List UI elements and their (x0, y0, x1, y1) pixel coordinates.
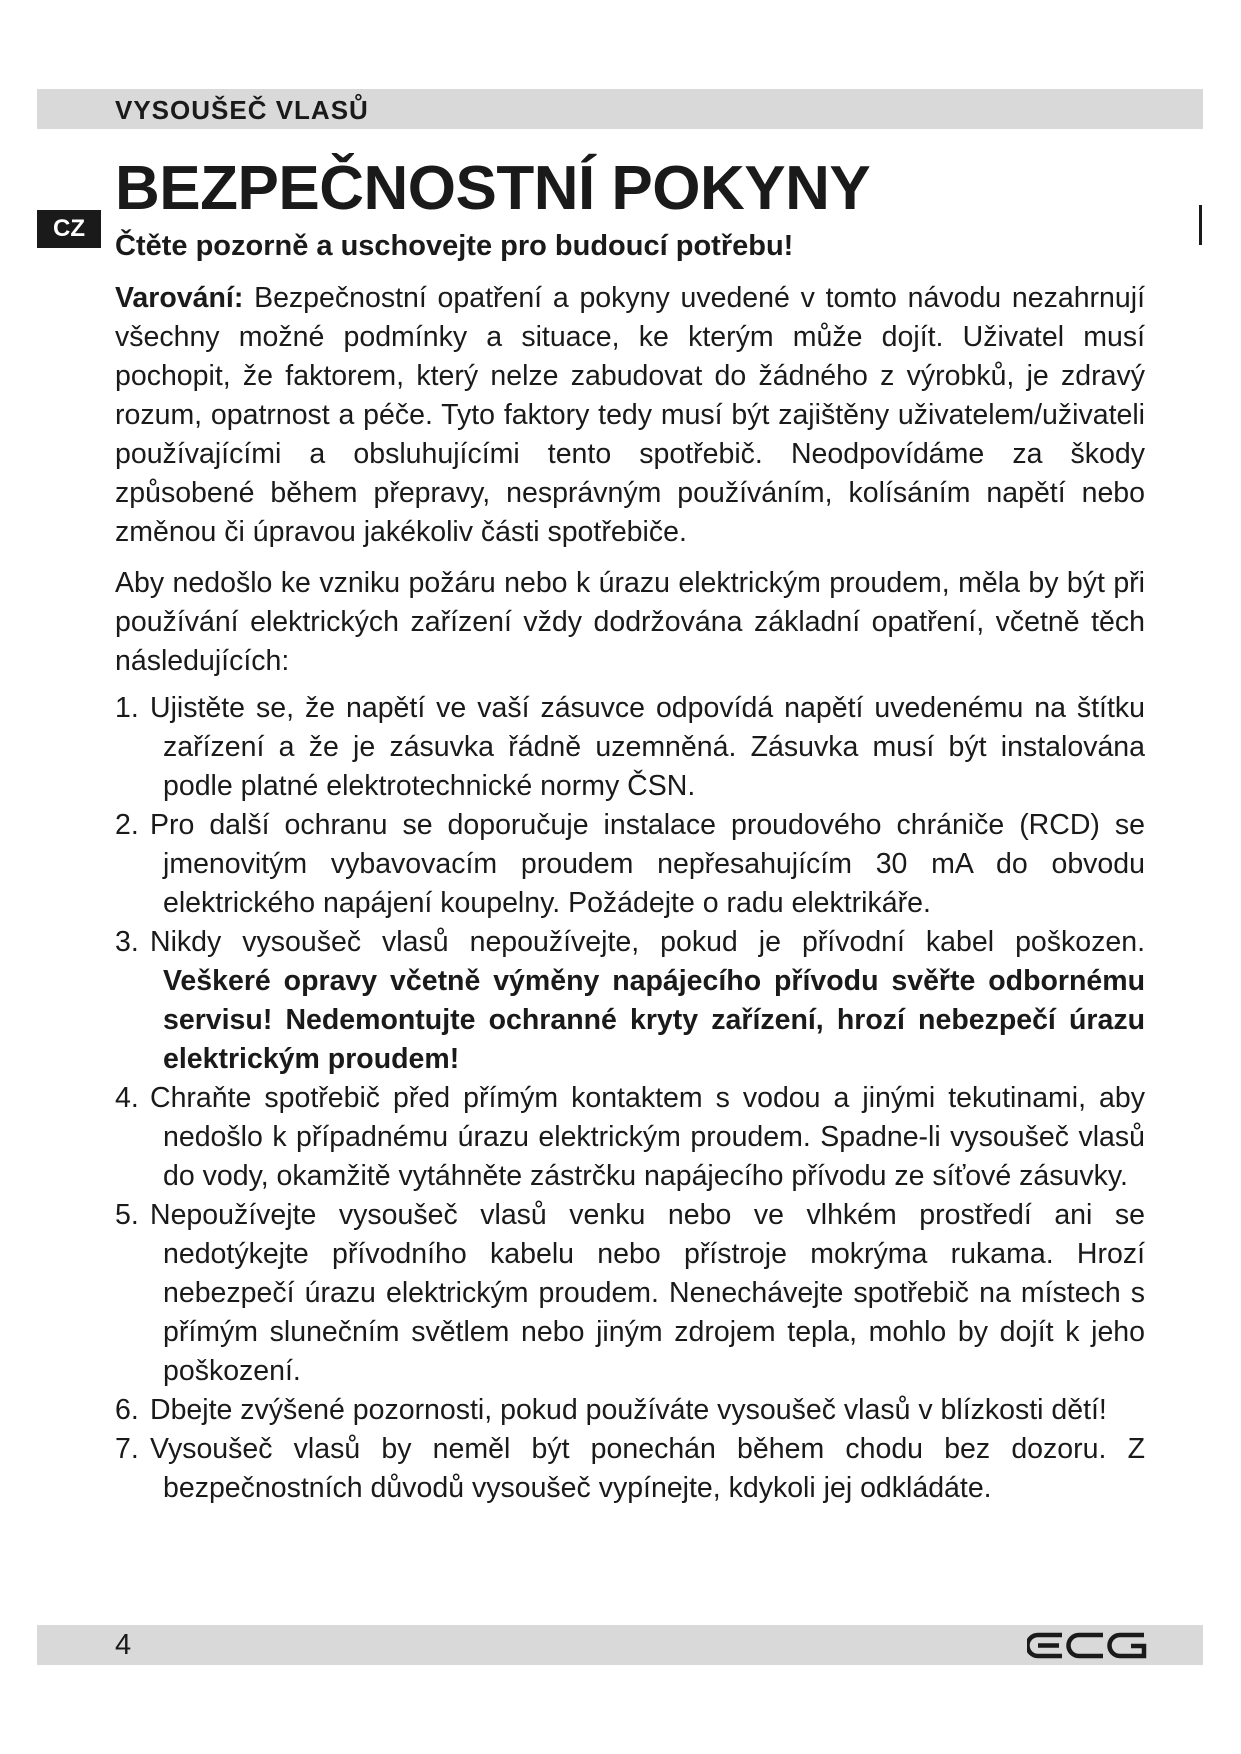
list-item (115, 923, 1145, 1079)
item-text: Dbejte zvýšené pozornosti, pokud používáte vysoušeč vlasů v blízkosti dětí! (150, 1394, 1107, 1426)
warning-text: Bezpečnostní opatření a pokyny uvedené v tomto návodu nezahrnují všechny možné podmínky a situace, ke kterým může dojít. Uživatel musí pochopit, že faktorem, který nelze zabudovat do žádného z výrobků, je zdravý rozum, opatrnost a péče. Tyto faktory tedy musí být zajištěny uživatelem/uživateli používajícími a obsluhujícími tento spotřebič. Neodpovídáme za škody způsobené během přepravy, nesprávným používáním, kolísáním napětí nebo změnou či úpravou jakékoliv části spotřebiče. (115, 282, 1145, 548)
safety-list (115, 689, 1145, 1508)
item-number: 7. (115, 1433, 139, 1465)
page-title: BEZPEČNOSTNÍ POKYNY (115, 154, 871, 223)
item-text: Nikdy vysoušeč vlasů nepoužívejte, pokud je přívodní kabel poškozen. (150, 926, 1145, 958)
item-number: 5. (115, 1199, 139, 1231)
language-tab: CZ (37, 210, 101, 248)
item-number: 2. (115, 809, 139, 841)
item-number: 4. (115, 1082, 139, 1114)
item-number: 6. (115, 1394, 139, 1426)
header-bar (37, 89, 1203, 129)
warning-paragraph (115, 279, 1145, 552)
list-item (115, 689, 1145, 806)
item-text: Pro další ochranu se doporučuje instalace proudového chrániče (RCD) se jmenovitým vybavovacím proudem nepřesahujícím 30 mA do obvodu elektrického napájení koupelny. Požádejte o radu elektrikáře. (150, 809, 1145, 919)
section-title: VYSOUŠEČ VLASŮ (115, 95, 369, 125)
item-text: Vysoušeč vlasů by neměl být ponechán během chodu bez dozoru. Z bezpečnostních důvodů vysoušeč vypínejte, kdykoli jej odkládáte. (150, 1433, 1145, 1504)
item-bold-text: Veškeré opravy včetně výměny napájecího přívodu svěřte odbornému servisu! Nedemontujte ochranné kryty zařízení, hrozí nebezpečí úrazu elektrickým proudem! (163, 965, 1145, 1075)
list-item (115, 1196, 1145, 1391)
main-content (115, 279, 1145, 1508)
list-item (115, 1430, 1145, 1508)
item-text: Ujistěte se, že napětí ve vaší zásuvce odpovídá napětí uvedenému na štítku zařízení a že je zásuvka řádně uzemněná. Zásuvka musí být instalována podle platné elektrotechnické normy ČSN. (150, 692, 1145, 802)
footer-bar (37, 1625, 1203, 1665)
page-number: 4 (115, 1629, 132, 1661)
edge-mark (1199, 205, 1202, 245)
ecg-logo (1027, 1632, 1147, 1659)
item-text: Chraňte spotřebič před přímým kontaktem s vodou a jinými tekutinami, aby nedošlo k případnému úrazu elektrickým proudem. Spadne-li vysoušeč vlasů do vody, okamžitě vytáhněte zástrčku napájecího přívodu ze síťové zásuvky. (150, 1082, 1145, 1192)
item-number: 1. (115, 692, 139, 724)
list-item (115, 806, 1145, 923)
list-item (115, 1079, 1145, 1196)
subtitle: Čtěte pozorně a uschovejte pro budoucí potřebu! (115, 230, 794, 262)
warning-label: Varování: (115, 282, 244, 314)
intro-paragraph: Aby nedošlo ke vzniku požáru nebo k úrazu elektrickým proudem, měla by být při používání elektrických zařízení vždy dodržována základní opatření, včetně těch následujících: (115, 567, 1145, 677)
item-text: Nepoužívejte vysoušeč vlasů venku nebo ve vlhkém prostředí ani se nedotýkejte přívodního kabelu nebo přístroje mokrýma rukama. Hrozí nebezpečí úrazu elektrickým proudem. Nenechávejte spotřebič na místech s přímým slunečním světlem nebo jiným zdrojem tepla, mohlo by dojít k jeho poškození. (150, 1199, 1145, 1387)
item-number: 3. (115, 926, 139, 958)
list-item (115, 1391, 1145, 1430)
